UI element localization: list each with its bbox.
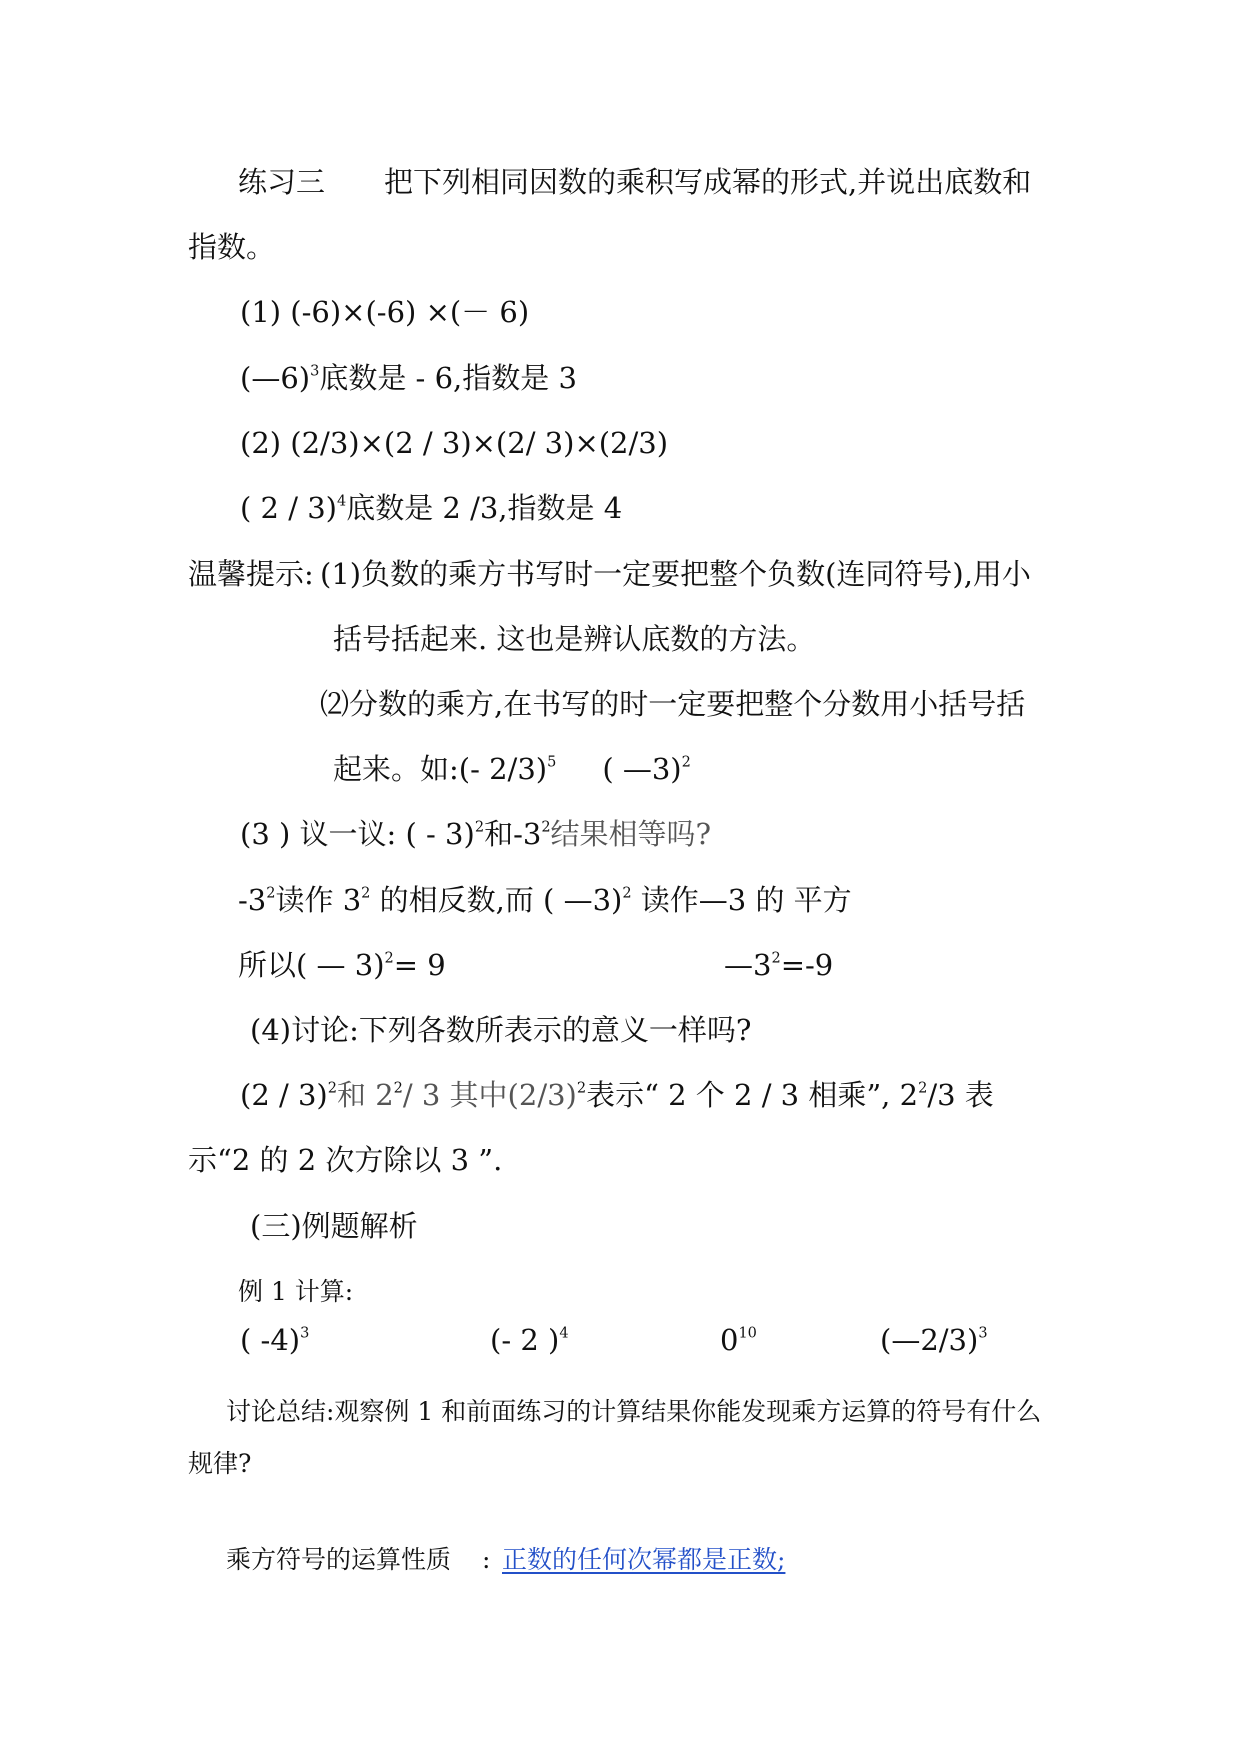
discussion-4-line-1 bbox=[240, 1078, 994, 1112]
d4-c: / 3 其中(2/3) bbox=[402, 1078, 577, 1112]
reading-c: 的相反数,而 ( —3) bbox=[370, 883, 623, 917]
answer-2-exponent: 4 bbox=[336, 493, 347, 510]
discussion-3-head: (3 ) 议一议: ( - 3) bbox=[240, 817, 475, 851]
exercise-title: 练习三 bbox=[238, 165, 326, 199]
answer-2-base: ( 2 / 3) bbox=[240, 491, 337, 525]
example-expr-2 bbox=[490, 1323, 569, 1357]
example-expr-4 bbox=[880, 1323, 988, 1357]
answer-1-text: 底数是 - 6,指数是 3 bbox=[319, 361, 577, 395]
discussion-3-result-1 bbox=[238, 948, 446, 982]
discussion-3-exp-1: 2 bbox=[474, 819, 485, 836]
summary-line-2: 规律? bbox=[188, 1449, 252, 1478]
tip-1: (1)负数的乘方书写时一定要把整个负数(连同符号),用小 bbox=[320, 557, 1031, 591]
result-1-b: = 9 bbox=[393, 948, 446, 982]
rule-label: 乘方符号的运算性质 bbox=[226, 1545, 452, 1574]
tip-2: ⑵分数的乘方,在书写的时一定要把整个分数用小括号括 bbox=[320, 687, 1026, 721]
d4-exp-3: 2 bbox=[576, 1080, 587, 1097]
example-1-label: 例 1 计算: bbox=[238, 1277, 354, 1306]
expr-2-exp: 4 bbox=[559, 1325, 569, 1342]
expr-4-exp: 3 bbox=[978, 1325, 988, 1342]
d4-d: 表示“ 2 个 2 / 3 相乘”, 2 bbox=[586, 1078, 919, 1112]
tip-label: 温馨提示: bbox=[188, 557, 314, 591]
d4-a: (2 / 3) bbox=[240, 1078, 328, 1112]
answer-2 bbox=[240, 491, 623, 525]
d4-e: /3 表 bbox=[927, 1078, 994, 1112]
discussion-3-tail: 结果相等吗? bbox=[550, 817, 712, 851]
d4-exp-4: 2 bbox=[918, 1080, 928, 1097]
answer-1-base: (—6) bbox=[240, 361, 311, 395]
tip-2-example-2: ( —3) bbox=[602, 752, 682, 786]
reading-d: 读作—3 的 平方 bbox=[631, 883, 852, 917]
discussion-3 bbox=[240, 817, 712, 851]
result-2-a: —3 bbox=[724, 948, 772, 982]
tip-2-example-2-exponent: 2 bbox=[681, 754, 691, 771]
rule-link[interactable]: 正数的任何次幂都是正数; bbox=[502, 1545, 786, 1574]
rule-colon: : bbox=[482, 1545, 491, 1574]
expr-4-base: (—2/3) bbox=[880, 1323, 979, 1357]
tip-2-example-1: 起来。如:(- 2/3) bbox=[333, 752, 548, 786]
section-title: (三)例题解析 bbox=[250, 1209, 418, 1243]
example-expr-3 bbox=[720, 1323, 757, 1357]
reading-a: -3 bbox=[238, 883, 267, 917]
expr-1-base: ( -4) bbox=[240, 1323, 301, 1357]
result-2-exp: 2 bbox=[771, 950, 781, 967]
reading-exp-2: 2 bbox=[361, 885, 371, 902]
d4-exp-1: 2 bbox=[327, 1080, 337, 1097]
discussion-3-mid: 和-3 bbox=[484, 817, 542, 851]
tip-1-cont: 括号括起来. 这也是辨认底数的方法。 bbox=[333, 622, 816, 656]
answer-1-exponent: 3 bbox=[310, 363, 320, 380]
expr-1-exp: 3 bbox=[300, 1325, 310, 1342]
answer-1 bbox=[240, 361, 577, 395]
tip-2-example-1-exponent: 5 bbox=[547, 754, 557, 771]
example-expr-1 bbox=[240, 1323, 310, 1357]
reading-b: 读作 3 bbox=[275, 883, 362, 917]
problem-2: (2) (2/3)×(2 / 3)×(2/ 3)×(2/3) bbox=[240, 426, 669, 460]
expr-3-exp: 10 bbox=[738, 1325, 757, 1342]
exercise-instruction: 把下列相同因数的乘积写成幂的形式,并说出底数和 bbox=[384, 165, 1032, 199]
discussion-4-head: (4)讨论:下列各数所表示的意义一样吗? bbox=[250, 1013, 752, 1047]
answer-2-text: 底数是 2 /3,指数是 4 bbox=[346, 491, 623, 525]
result-1-exp: 2 bbox=[384, 950, 394, 967]
summary-line-1: 讨论总结:观察例 1 和前面练习的计算结果你能发现乘方运算的符号有什么 bbox=[226, 1397, 1042, 1426]
d4-b: 和 2 bbox=[336, 1078, 394, 1112]
discussion-4-line-2: 示“2 的 2 次方除以 3 ”. bbox=[188, 1143, 503, 1177]
d4-exp-2: 2 bbox=[393, 1080, 403, 1097]
result-1-a: 所以( — 3) bbox=[238, 948, 385, 982]
expr-3-base: 0 bbox=[720, 1323, 739, 1357]
discussion-3-exp-2: 2 bbox=[541, 819, 551, 836]
tip-2-cont bbox=[333, 752, 691, 786]
expr-2-base: (- 2 ) bbox=[490, 1323, 560, 1357]
reading-exp-3: 2 bbox=[622, 885, 632, 902]
discussion-3-result-2 bbox=[724, 948, 834, 982]
discussion-3-reading bbox=[238, 883, 852, 917]
reading-exp-1: 2 bbox=[266, 885, 276, 902]
problem-1: (1) (-6)×(-6) ×(－ 6) bbox=[240, 295, 530, 329]
result-2-b: =-9 bbox=[780, 948, 834, 982]
exercise-instruction-cont: 指数。 bbox=[188, 230, 276, 264]
